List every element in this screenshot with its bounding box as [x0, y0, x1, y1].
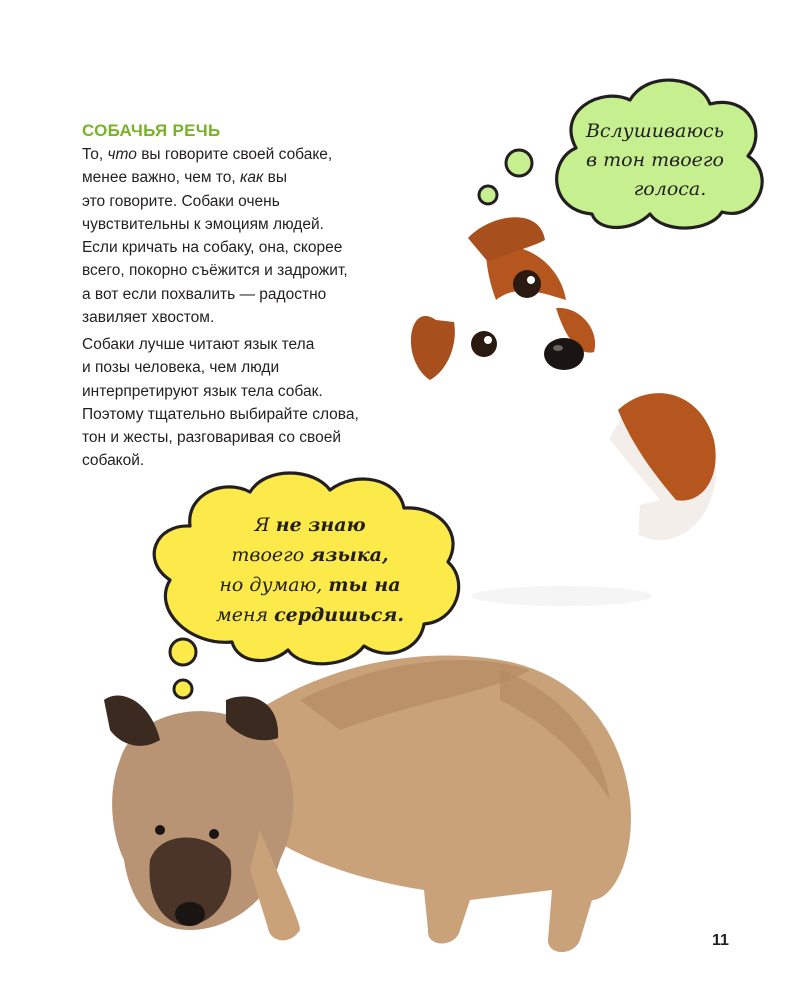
paragraph-1-line-3: это говорите. Собаки очень: [82, 192, 280, 210]
paragraph-1-line-2: менее важно, чем то, как вы: [82, 169, 287, 187]
paragraph-2-line-4: Поэтому тщательно выбирайте слова,: [82, 405, 359, 423]
fluffy-terrier-dog-illustration: [104, 656, 631, 952]
paragraph-1: [82, 143, 412, 329]
page-number: 11: [712, 932, 729, 949]
green-bubble-line-3: голоса.: [633, 178, 707, 200]
yellow-bubble-line-4: меня сердишься.: [215, 604, 405, 626]
yellow-bubble-line-1: Я не знаю: [254, 514, 366, 536]
jack-russell-dog-illustration: [411, 217, 716, 606]
paragraph-2-line-2: и позы человека, чем люди: [82, 359, 280, 377]
paragraph-2-line-5: тон и жесты, разговаривая со своей: [82, 429, 341, 447]
paragraph-2-line-3: интерпретируют язык тела собак.: [82, 382, 323, 400]
paragraph-1-line-7: а вот если похвалить — радостно: [82, 285, 327, 303]
green-bubble-text: [575, 117, 735, 204]
yellow-bubble-line-2: твоего языка,: [231, 544, 389, 566]
paragraph-1-line-8: завиляет хвостом.: [82, 309, 215, 327]
section-heading: СОБАЧЬЯ РЕЧЬ: [82, 121, 221, 140]
paragraph-1-line-1: То, что вы говорите своей собаке,: [82, 146, 333, 163]
paragraph-1-line-6: всего, покорно съёжится и задрожит,: [82, 262, 348, 280]
green-bubble-line-2: в тон твоего: [586, 149, 724, 171]
paragraph-1-line-4: чувствительны к эмоциям людей.: [82, 215, 324, 233]
paragraph-1-line-5: Если кричать на собаку, она, скорее: [82, 239, 343, 257]
paragraph-2-line-1: Собаки лучше читают язык тела: [82, 336, 315, 353]
yellow-bubble-text: [210, 510, 410, 630]
yellow-bubble-line-3: но думаю, ты на: [219, 574, 401, 596]
paragraph-2-line-6: собакой.: [82, 452, 145, 470]
green-bubble-line-1: Вслушиваюсь: [585, 120, 725, 142]
paragraph-2: [82, 333, 412, 473]
